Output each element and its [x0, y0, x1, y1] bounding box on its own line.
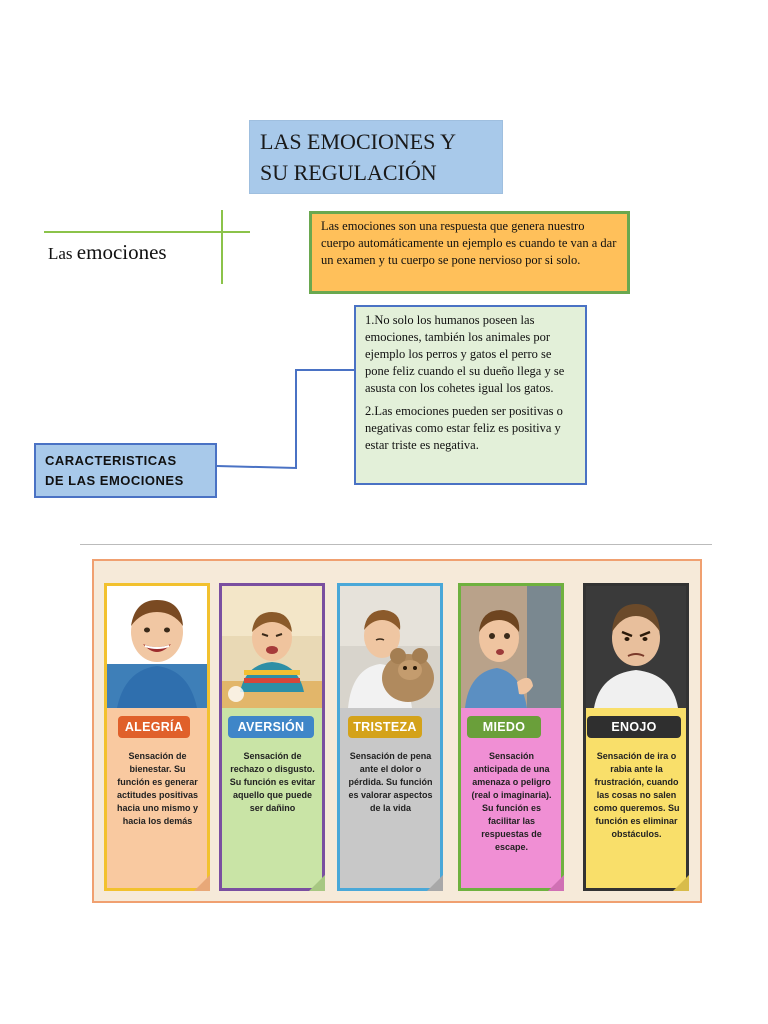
title-box — [249, 120, 503, 194]
tag-enojo: ENOJO — [587, 716, 681, 738]
page-fold-icon — [548, 875, 564, 891]
caracteristica-point-2: 2.Las emociones pueden ser positivas o negativas como estar feliz es positiva y estar triste es negativa. — [365, 404, 563, 452]
title-line-2: SU REGULACIÓN — [260, 160, 437, 185]
emociones-label-big: emociones — [76, 240, 167, 264]
emotion-card-miedo — [458, 583, 564, 891]
child-photo-sad — [340, 586, 440, 708]
tag-alegria: ALEGRÍA — [118, 716, 190, 738]
emociones-label-small: Las — [48, 244, 73, 263]
page-fold-icon — [673, 875, 689, 891]
caracteristicas-box — [354, 305, 587, 485]
description-aversion: Sensación de rechazo o disgusto. Su función es evitar aquello que puede ser dañino — [229, 751, 316, 813]
description-alegria: Sensación de bienestar. Su función es generar actitudes positivas hacia uno mismo y hacia los demás — [116, 751, 199, 826]
description-tristeza: Sensación de pena ante el dolor o pérdida. Su función es valorar aspectos de la vida — [348, 751, 433, 813]
emotion-card-enojo — [583, 583, 689, 891]
tag-aversion: AVERSIÓN — [228, 716, 314, 738]
child-photo-angry — [586, 586, 686, 708]
emotion-card-aversion — [219, 583, 325, 891]
caracteristicas-label-line-1: CARACTERISTICAS — [45, 453, 177, 468]
page-fold-icon — [309, 875, 325, 891]
child-photo-disgusted — [222, 586, 322, 708]
emociones-label — [48, 240, 167, 265]
child-photo-happy — [107, 586, 207, 708]
title-line-1: LAS EMOCIONES Y — [260, 129, 456, 154]
description-miedo: Sensación anticipada de una amenaza o peligro (real o imaginaria). Su función es facilitar las respuestas de escape. — [471, 751, 552, 852]
tag-tristeza: TRISTEZA — [348, 716, 422, 738]
emotion-card-alegria — [104, 583, 210, 891]
divider — [80, 544, 712, 545]
emotion-card-tristeza — [337, 583, 443, 891]
caracteristicas-label — [34, 443, 217, 498]
definition-box: Las emociones son una respuesta que genera nuestro cuerpo automáticamente un ejemplo es cuando te van a dar un examen y tu cuerpo se pone nervioso por si solo. — [309, 211, 630, 294]
page-fold-icon — [427, 875, 443, 891]
child-photo-scared — [461, 586, 561, 708]
caracteristica-point-1: 1.No solo los humanos poseen las emociones, también los animales por ejemplo los perros y gatos el perro se pone feliz cuando el su dueño llega y se asusta con los cohetes igual los gatos. — [365, 313, 565, 395]
caracteristicas-label-line-2: DE LAS EMOCIONES — [45, 473, 184, 488]
page-fold-icon — [194, 875, 210, 891]
description-enojo: Sensación de ira o rabia ante la frustración, cuando las cosas no salen como queremos. Su función es eliminar obstáculos. — [593, 751, 680, 839]
cross-horizontal-line — [44, 231, 250, 233]
tag-miedo: MIEDO — [467, 716, 541, 738]
cross-vertical-line — [221, 210, 223, 284]
